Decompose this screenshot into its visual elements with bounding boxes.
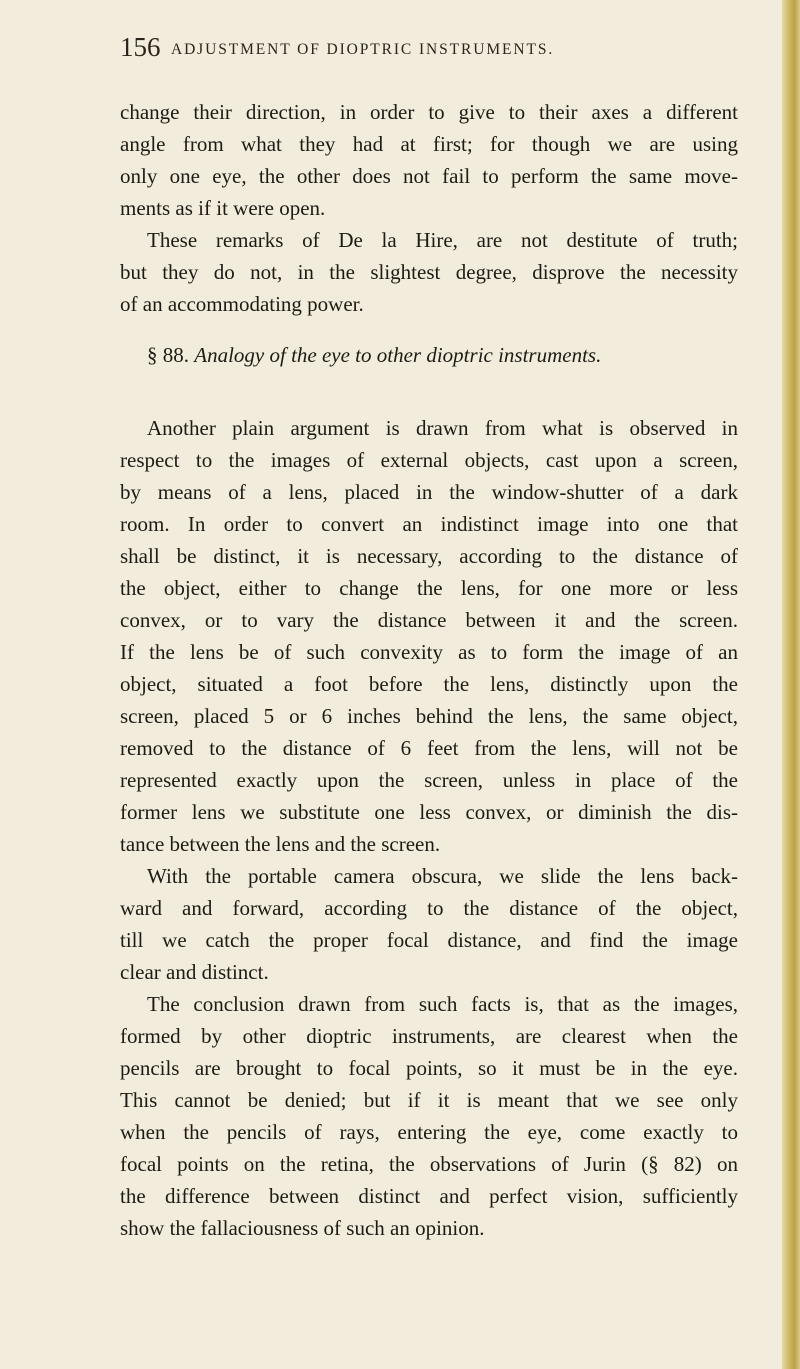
text-line: room. In order to convert an indistinct image into one that (120, 512, 738, 536)
text-line: show the fallaciousness of such an opinion. (120, 1216, 485, 1240)
text-line: object, situated a foot before the lens, distinctly upon the (120, 672, 738, 696)
text-line: shall be distinct, it is necessary, according to the distance of (120, 544, 738, 568)
text-line: respect to the images of external objects, cast upon a screen, (120, 448, 738, 472)
text-line: If the lens be of such convexity as to form the image of an (120, 640, 738, 664)
running-head: ADJUSTMENT OF DIOPTRIC INSTRUMENTS. (171, 41, 555, 58)
text-line: of an accommodating power. (120, 292, 364, 316)
text-line: These remarks of De la Hire, are not destitute of truth; (147, 228, 738, 252)
text-line: clear and distinct. (120, 960, 269, 984)
text-line: only one eye, the other does not fail to perform the same move- (120, 164, 738, 188)
text-line: convex, or to vary the distance between it and the screen. (120, 608, 738, 632)
page-header (120, 32, 740, 72)
text-line: when the pencils of rays, entering the eye, come exactly to (120, 1120, 738, 1144)
text-line: pencils are brought to focal points, so it must be in the eye. (120, 1056, 738, 1080)
text-line: angle from what they had at first; for though we are using (120, 132, 738, 156)
section-number: § 88. (147, 343, 189, 367)
text-line: removed to the distance of 6 feet from the lens, will not be (120, 736, 738, 760)
text-line: former lens we substitute one less convex, or diminish the dis- (120, 800, 738, 824)
text-line: ments as if it were open. (120, 196, 326, 220)
page-number: 156 (120, 32, 161, 62)
page-edge (782, 0, 800, 1369)
text-line: change their direction, in order to give to their axes a different (120, 100, 738, 124)
text-line: the difference between distinct and perfect vision, sufficiently (120, 1184, 738, 1208)
text-line: Another plain argument is drawn from what is observed in (147, 416, 738, 440)
section-title: Analogy of the eye to other dioptric instruments. (194, 343, 602, 367)
text-line: focal points on the retina, the observations of Jurin (§ 82) on (120, 1152, 738, 1176)
text-line: formed by other dioptric instruments, are clearest when the (120, 1024, 738, 1048)
section-heading (147, 339, 601, 371)
text-line: With the portable camera obscura, we slide the lens back- (147, 864, 738, 888)
text-line: ward and forward, according to the distance of the object, (120, 896, 738, 920)
text-line: the object, either to change the lens, for one more or less (120, 576, 738, 600)
text-line: represented exactly upon the screen, unless in place of the (120, 768, 738, 792)
text-line: but they do not, in the slightest degree, disprove the necessity (120, 260, 738, 284)
text-line: This cannot be denied; but if it is meant that we see only (120, 1088, 738, 1112)
text-line: till we catch the proper focal distance, and find the image (120, 928, 738, 952)
text-line: tance between the lens and the screen. (120, 832, 441, 856)
text-line: by means of a lens, placed in the window-shutter of a dark (120, 480, 738, 504)
text-line: The conclusion drawn from such facts is, that as the images, (147, 992, 738, 1016)
text-line: screen, placed 5 or 6 inches behind the lens, the same object, (120, 704, 738, 728)
